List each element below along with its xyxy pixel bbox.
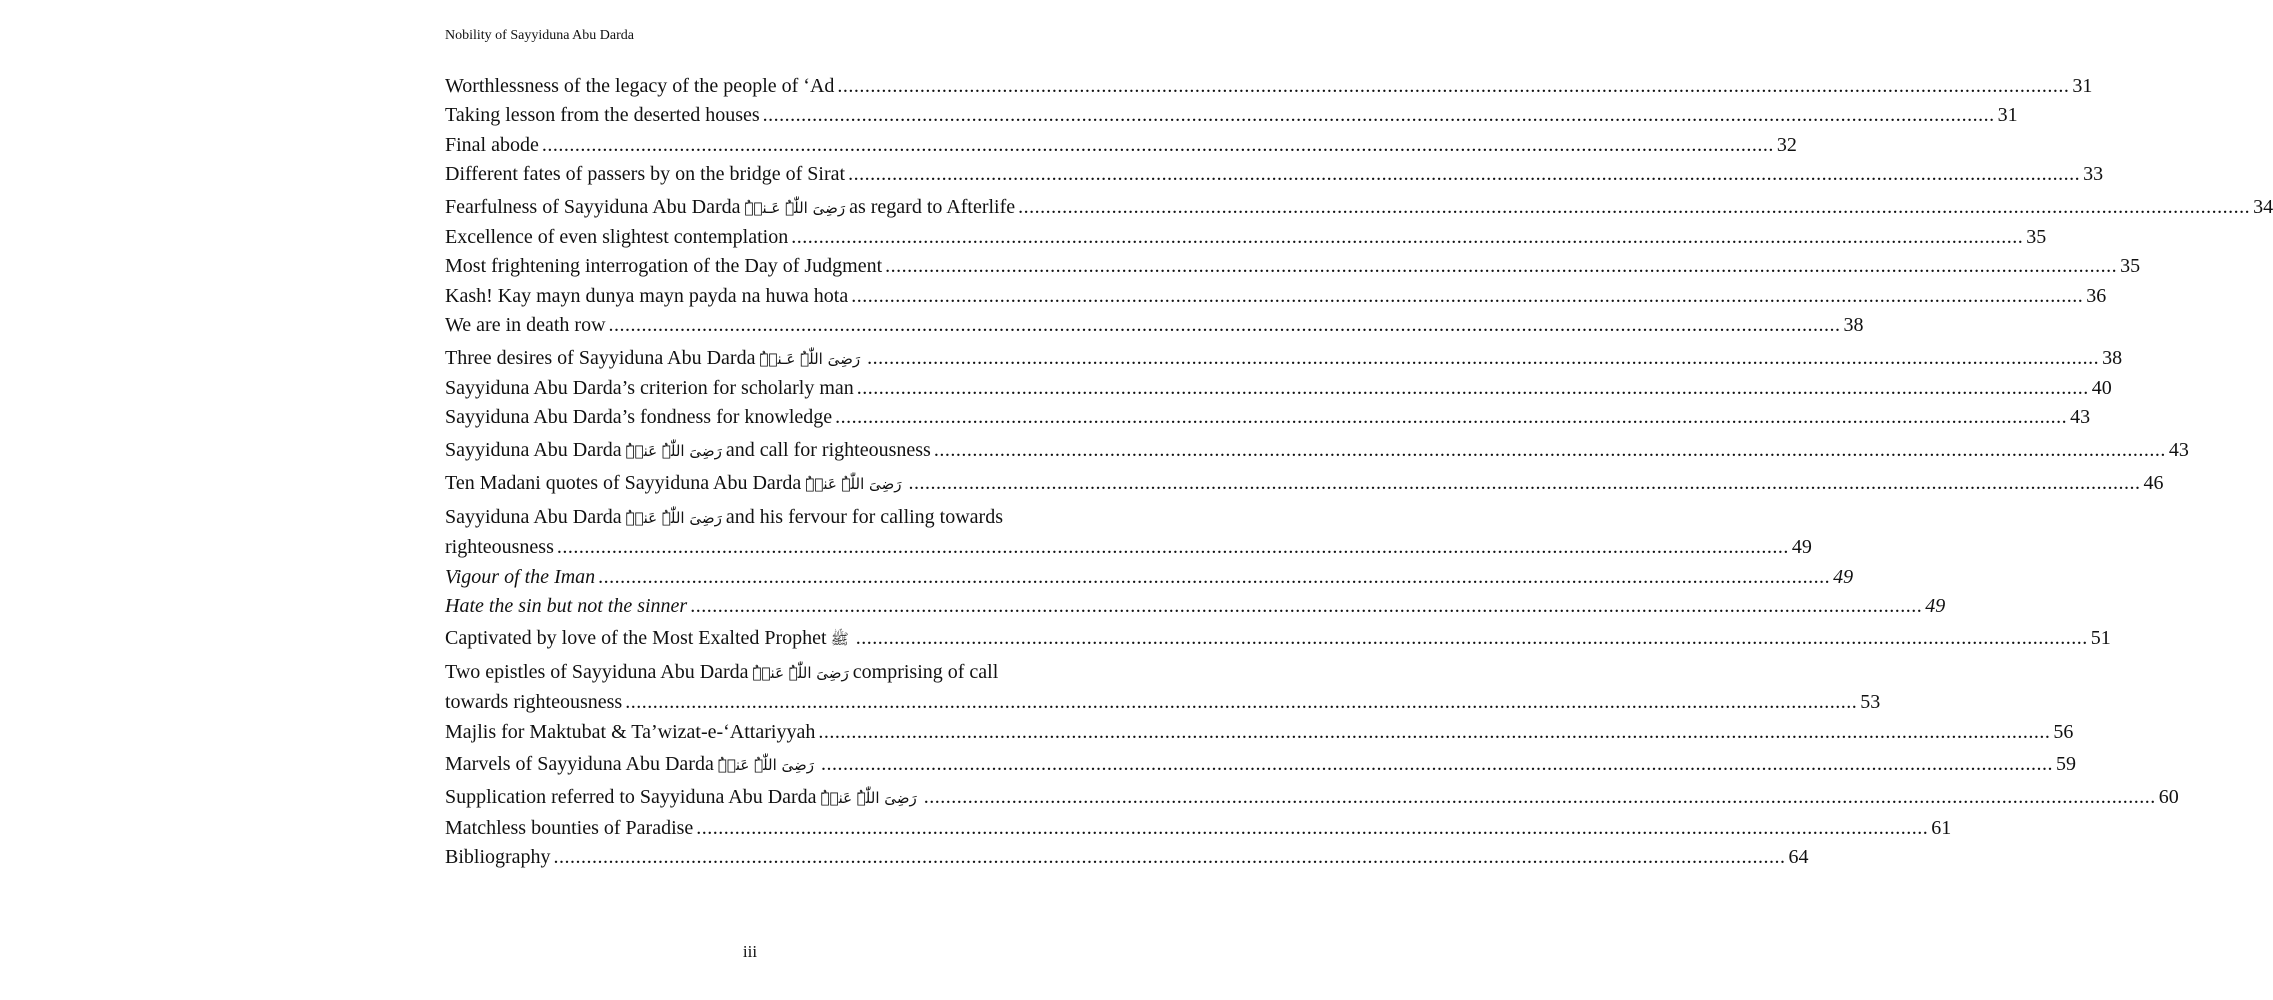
dot-leader <box>542 131 1774 160</box>
toc-page-number: 43 <box>2168 438 2189 461</box>
toc-entry-title <box>445 814 693 843</box>
toc-entry-title <box>445 843 551 872</box>
table-of-contents <box>445 72 2273 873</box>
toc-page-number: 33 <box>2083 163 2104 186</box>
toc-entry-title-text: Sayyiduna Abu Darda <box>445 438 622 461</box>
toc-entry-title-text: Hate the sin but not the sinner <box>445 594 688 617</box>
toc-entry-title-cont: comprising of call <box>852 660 999 683</box>
toc-entry-title-text: Fearfulness of Sayyiduna Abu Darda <box>445 195 741 218</box>
toc-entry-title <box>445 193 1015 223</box>
dot-leader <box>554 843 1786 872</box>
toc-entry-title-text: Supplication referred to Sayyiduna Abu Darda <box>445 786 817 809</box>
toc-entry-title <box>445 160 845 189</box>
toc-entry <box>445 592 1946 621</box>
toc-entry-title <box>445 72 834 101</box>
toc-entry-title-text: Matchless bounties of Paradise <box>445 816 694 839</box>
toc-page-number: 61 <box>1931 816 1952 839</box>
toc-entry-title <box>445 624 853 654</box>
dot-leader <box>696 814 1928 843</box>
toc-page-number: 60 <box>2158 786 2179 809</box>
toc-entry-title <box>445 750 818 780</box>
toc-entry-title <box>445 223 788 252</box>
toc-entry <box>445 252 2141 281</box>
dot-leader <box>909 469 2141 498</box>
toc-entry-title <box>445 374 854 403</box>
toc-entry-title <box>445 131 539 160</box>
toc-entry-title-text: Excellence of even slightest contemplation <box>445 226 789 249</box>
toc-entry <box>445 688 1881 717</box>
honorific-arabic: رَضِیَ اللّٰہُ عَنۡہُ <box>625 441 722 460</box>
toc-entry-title-text: Sayyiduna Abu Darda’s criterion for scholarly man <box>445 377 854 400</box>
toc-entry-title <box>445 311 606 340</box>
toc-entry <box>445 718 2074 747</box>
toc-entry <box>445 131 1797 160</box>
toc-entry <box>445 101 2018 130</box>
toc-entry <box>445 311 1864 340</box>
toc-entry-title-line2: righteousness <box>445 536 554 559</box>
toc-entry-title-text: Sayyiduna Abu Darda’s fondness for knowledge <box>445 406 833 429</box>
toc-entry-title-text: Different fates of passers by on the bridge of Sirat <box>445 163 846 186</box>
honorific-arabic: ﷺ <box>830 630 849 649</box>
toc-page-number: 51 <box>2090 627 2111 650</box>
toc-entry <box>445 624 2111 654</box>
toc-entry-title-text: Most frightening interrogation of the Day of Judgment <box>445 255 883 278</box>
toc-entry-title-text: Marvels of Sayyiduna Abu Darda <box>445 752 714 775</box>
toc-page-number: 32 <box>1776 133 1797 156</box>
toc-entry <box>445 193 2273 223</box>
dot-leader <box>690 592 1922 621</box>
toc-page-number: 53 <box>1860 691 1881 714</box>
toc-entry <box>445 403 2091 432</box>
toc-page-number: 49 <box>1833 565 1854 588</box>
toc-entry <box>445 374 2112 403</box>
toc-entry <box>445 72 2093 101</box>
toc-page-number: 31 <box>1997 104 2018 127</box>
honorific-arabic: رَضِیَ اللّٰہُ عَنۡہُ <box>820 789 917 808</box>
toc-entry <box>445 843 1809 872</box>
dot-leader <box>625 688 1857 717</box>
toc-entry-title-text: Vigour of the Iman <box>445 565 596 588</box>
honorific-arabic: رَضِیَ اللّٰہُ عَـنۡہُ <box>744 198 846 217</box>
toc-entry-title <box>445 783 921 813</box>
toc-page-number: 40 <box>2091 377 2112 400</box>
toc-entry-title <box>445 403 832 432</box>
toc-entry-title <box>445 718 815 747</box>
toc-entry <box>445 533 1812 562</box>
dot-leader <box>848 160 2080 189</box>
dot-leader <box>818 718 2050 747</box>
toc-page-number: 49 <box>1925 594 1946 617</box>
toc-entry <box>445 160 2104 189</box>
toc-entry-title-text: Final abode <box>445 133 539 156</box>
dot-leader <box>835 403 2067 432</box>
toc-entry-title-cont: and call for righteousness <box>725 438 931 461</box>
toc-entry-title-text: Taking lesson from the deserted houses <box>445 104 760 127</box>
dot-leader <box>837 72 2069 101</box>
toc-entry-title-cont: and his fervour for calling towards <box>725 505 1003 528</box>
toc-entry <box>445 814 1952 843</box>
toc-entry-line <box>445 503 1045 533</box>
toc-entry-title-text: Bibliography <box>445 846 551 869</box>
honorific-arabic: رَضِیَ اللّٰہُ عَنۡہُ <box>625 508 722 527</box>
toc-page-number: 64 <box>1788 846 1809 869</box>
running-header: Nobility of Sayyiduna Abu Darda <box>445 28 634 43</box>
page-number: iii <box>742 942 758 961</box>
toc-page-number: 36 <box>2086 284 2107 307</box>
dot-leader <box>763 101 1995 130</box>
toc-entry <box>445 750 2077 780</box>
toc-entry-title-text: Captivated by love of the Most Exalted Prophet <box>445 627 827 650</box>
dot-leader <box>821 750 2053 779</box>
toc-page-number: 35 <box>2120 255 2141 278</box>
toc-entry-title <box>445 344 864 374</box>
toc-entry-title <box>445 592 687 621</box>
honorific-arabic: رَضِیَ اللّٰہُ عَنۡہُ <box>805 475 902 494</box>
toc-entry-title-text: Three desires of Sayyiduna Abu Darda <box>445 346 756 369</box>
toc-entry-title-line2: towards righteousness <box>445 691 623 714</box>
honorific-arabic: رَضِیَ اللّٰہُ عَنۡہُ <box>752 663 849 682</box>
toc-entry-title-text: Worthlessness of the legacy of the people of ‘Ad <box>445 75 835 97</box>
toc-entry-title <box>445 252 882 281</box>
toc-entry-title-text: Majlis for Maktubat & Ta’wizat-e-‘Attariyyah <box>445 720 816 743</box>
toc-page-number: 31 <box>2072 75 2093 97</box>
toc-entry <box>445 223 2047 252</box>
toc-page-number: 49 <box>1791 536 1812 559</box>
toc-page-number: 38 <box>2102 346 2123 369</box>
toc-entry-title <box>445 469 906 499</box>
toc-entry-title <box>445 101 760 130</box>
toc-page-number: 59 <box>2056 752 2077 775</box>
toc-entry-title: Sayyiduna Abu Darda <box>445 505 622 528</box>
dot-leader <box>867 344 2099 373</box>
toc-entry <box>445 469 2164 499</box>
toc-page-number: 38 <box>1843 314 1864 337</box>
dot-leader <box>557 533 1789 562</box>
toc-entry-title-text: Ten Madani quotes of Sayyiduna Abu Darda <box>445 472 802 495</box>
toc-entry-title: Two epistles of Sayyiduna Abu Darda <box>445 660 749 683</box>
honorific-arabic: رَضِیَ اللّٰہُ عَـنۡہُ <box>759 349 861 368</box>
toc-entry <box>445 563 1854 592</box>
toc-page-number: 56 <box>2053 720 2074 743</box>
dot-leader <box>851 282 2083 311</box>
dot-leader <box>857 374 2089 403</box>
toc-entry-title-text: Kash! Kay mayn dunya mayn payda na huwa hota <box>445 284 849 307</box>
dot-leader <box>934 436 2166 465</box>
toc-entry-title-text: We are in death row <box>445 314 606 337</box>
honorific-arabic: رَضِیَ اللّٰہُ عَنۡہُ <box>717 755 815 774</box>
toc-page-number: 43 <box>2070 406 2091 429</box>
dot-leader <box>609 311 1841 340</box>
toc-page-number: 34 <box>2253 195 2273 218</box>
dot-leader <box>885 252 2117 281</box>
dot-leader <box>924 783 2156 812</box>
toc-page-number: 35 <box>2026 226 2047 249</box>
dot-leader <box>598 563 1830 592</box>
toc-page-number: 46 <box>2143 472 2164 495</box>
toc-entry <box>445 436 2189 466</box>
dot-leader <box>791 223 2023 252</box>
toc-entry <box>445 282 2107 311</box>
toc-entry-title <box>445 436 931 466</box>
toc-entry-line <box>445 658 1045 688</box>
toc-entry <box>445 344 2123 374</box>
dot-leader <box>856 624 2088 653</box>
toc-entry-title <box>445 282 848 311</box>
dot-leader <box>1018 193 2250 222</box>
toc-entry-title-cont: as regard to Afterlife <box>849 195 1016 218</box>
toc-entry <box>445 783 2179 813</box>
toc-entry-title <box>445 563 595 592</box>
